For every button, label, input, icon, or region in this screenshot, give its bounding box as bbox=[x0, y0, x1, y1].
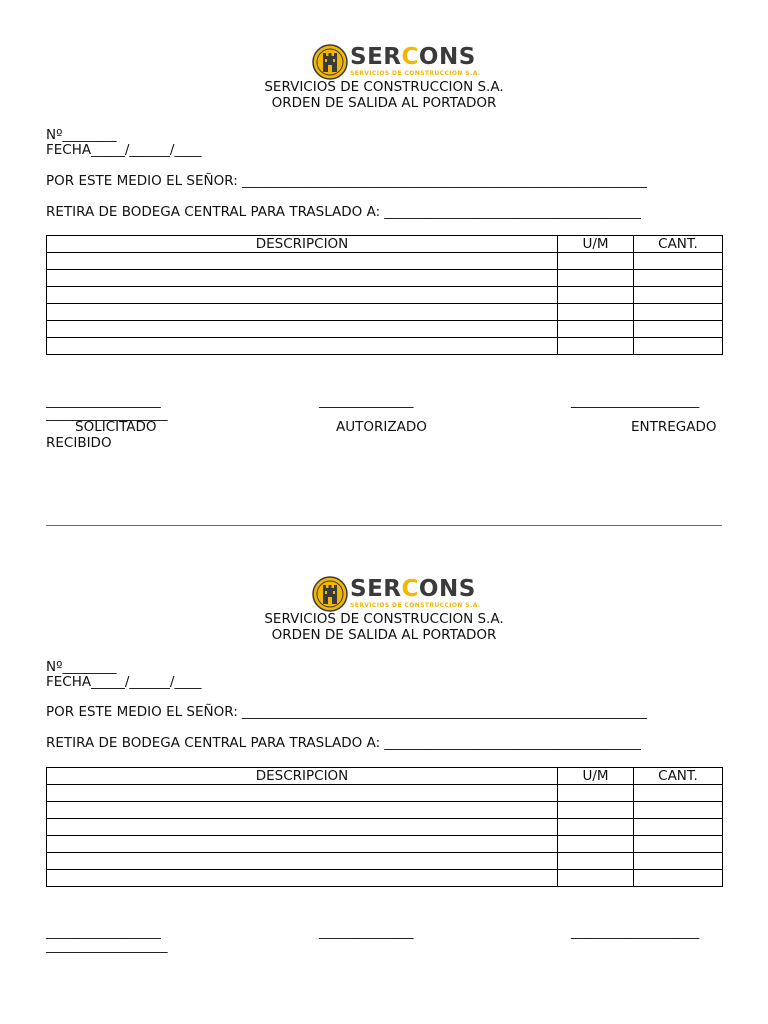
quantity-cell[interactable] bbox=[634, 870, 723, 887]
form-title: ORDEN DE SALIDA AL PORTADOR bbox=[271, 95, 497, 111]
description-cell[interactable] bbox=[47, 321, 558, 338]
signature-line-entregado[interactable]: ___________________ bbox=[571, 393, 700, 409]
label-recibido: RECIBIDO bbox=[46, 435, 112, 451]
company-name: SERVICIOS DE CONSTRUCCION S.A. bbox=[264, 79, 504, 95]
label-autorizado: AUTORIZADO bbox=[336, 419, 427, 435]
form-title: ORDEN DE SALIDA AL PORTADOR bbox=[271, 627, 497, 643]
column-header-unit: U/M bbox=[558, 768, 634, 785]
unit-cell[interactable] bbox=[558, 270, 634, 287]
unit-cell[interactable] bbox=[558, 785, 634, 802]
unit-cell[interactable] bbox=[558, 338, 634, 355]
signature-line-recibido[interactable]: __________________ bbox=[46, 938, 168, 954]
quantity-cell[interactable] bbox=[634, 253, 723, 270]
quantity-cell[interactable] bbox=[634, 836, 723, 853]
table-row bbox=[47, 304, 723, 321]
items-table bbox=[46, 767, 723, 887]
description-cell[interactable] bbox=[47, 819, 558, 836]
label-solicitado: SOLICITADO bbox=[75, 419, 157, 435]
signature-line-solicitado[interactable]: _________________ bbox=[46, 393, 161, 409]
column-header-unit: U/M bbox=[558, 236, 634, 253]
unit-cell[interactable] bbox=[558, 304, 634, 321]
description-cell[interactable] bbox=[47, 338, 558, 355]
table-row bbox=[47, 321, 723, 338]
column-header-quantity: CANT. bbox=[634, 236, 723, 253]
cut-divider-line bbox=[46, 525, 722, 526]
column-header-description: DESCRIPCION bbox=[47, 768, 558, 785]
castle-tower-icon bbox=[312, 576, 348, 612]
order-number-field[interactable]: Nº________ bbox=[46, 659, 117, 675]
label-entregado: ENTREGADO bbox=[631, 419, 717, 435]
table-row bbox=[47, 287, 723, 304]
signature-line-solicitado[interactable]: _________________ bbox=[46, 924, 161, 940]
sercons-logo bbox=[312, 574, 481, 614]
description-cell[interactable] bbox=[47, 253, 558, 270]
unit-cell[interactable] bbox=[558, 287, 634, 304]
table-header-row bbox=[47, 768, 723, 785]
description-cell[interactable] bbox=[47, 304, 558, 321]
quantity-cell[interactable] bbox=[634, 853, 723, 870]
signature-line-autorizado[interactable]: ______________ bbox=[319, 924, 414, 940]
quantity-cell[interactable] bbox=[634, 287, 723, 304]
logo-wordmark: SERCONS bbox=[350, 576, 476, 602]
table-header-row bbox=[47, 236, 723, 253]
table-row bbox=[47, 785, 723, 802]
unit-cell[interactable] bbox=[558, 321, 634, 338]
quantity-cell[interactable] bbox=[634, 321, 723, 338]
description-cell[interactable] bbox=[47, 870, 558, 887]
unit-cell[interactable] bbox=[558, 802, 634, 819]
description-cell[interactable] bbox=[47, 785, 558, 802]
column-header-quantity: CANT. bbox=[634, 768, 723, 785]
company-name: SERVICIOS DE CONSTRUCCION S.A. bbox=[264, 611, 504, 627]
table-row bbox=[47, 870, 723, 887]
description-cell[interactable] bbox=[47, 836, 558, 853]
quantity-cell[interactable] bbox=[634, 785, 723, 802]
column-header-description: DESCRIPCION bbox=[47, 236, 558, 253]
table-row bbox=[47, 819, 723, 836]
table-row bbox=[47, 338, 723, 355]
unit-cell[interactable] bbox=[558, 870, 634, 887]
unit-cell[interactable] bbox=[558, 819, 634, 836]
description-cell[interactable] bbox=[47, 287, 558, 304]
table-row bbox=[47, 802, 723, 819]
quantity-cell[interactable] bbox=[634, 819, 723, 836]
signature-line-recibido[interactable]: __________________ bbox=[46, 406, 168, 422]
logo-tagline: SERVICIOS DE CONSTRUCCION S.A. bbox=[350, 602, 481, 609]
description-cell[interactable] bbox=[47, 270, 558, 287]
date-field[interactable]: FECHA_____/______/____ bbox=[46, 674, 202, 690]
bearer-name-field[interactable]: POR ESTE MEDIO EL SEÑOR: ____________________________________________________________ bbox=[46, 704, 648, 720]
description-cell[interactable] bbox=[47, 853, 558, 870]
signature-line-entregado[interactable]: ___________________ bbox=[571, 924, 700, 940]
unit-cell[interactable] bbox=[558, 853, 634, 870]
order-number-field[interactable]: Nº________ bbox=[46, 127, 117, 143]
description-cell[interactable] bbox=[47, 802, 558, 819]
logo-wordmark: SERCONS bbox=[350, 44, 476, 70]
table-row bbox=[47, 853, 723, 870]
bearer-name-field[interactable]: POR ESTE MEDIO EL SEÑOR: ____________________________________________________________ bbox=[46, 173, 648, 189]
castle-tower-icon bbox=[312, 44, 348, 80]
quantity-cell[interactable] bbox=[634, 304, 723, 321]
destination-field[interactable]: RETIRA DE BODEGA CENTRAL PARA TRASLADO A: ______________________________________ bbox=[46, 204, 641, 220]
quantity-cell[interactable] bbox=[634, 338, 723, 355]
sercons-logo bbox=[312, 42, 481, 82]
destination-field[interactable]: RETIRA DE BODEGA CENTRAL PARA TRASLADO A: ______________________________________ bbox=[46, 735, 641, 751]
table-row bbox=[47, 836, 723, 853]
date-field[interactable]: FECHA_____/______/____ bbox=[46, 142, 202, 158]
table-row bbox=[47, 270, 723, 287]
logo-tagline: SERVICIOS DE CONSTRUCCION S.A. bbox=[350, 70, 481, 77]
unit-cell[interactable] bbox=[558, 836, 634, 853]
table-row bbox=[47, 253, 723, 270]
quantity-cell[interactable] bbox=[634, 802, 723, 819]
unit-cell[interactable] bbox=[558, 253, 634, 270]
quantity-cell[interactable] bbox=[634, 270, 723, 287]
items-table bbox=[46, 235, 723, 355]
signature-line-autorizado[interactable]: ______________ bbox=[319, 393, 414, 409]
